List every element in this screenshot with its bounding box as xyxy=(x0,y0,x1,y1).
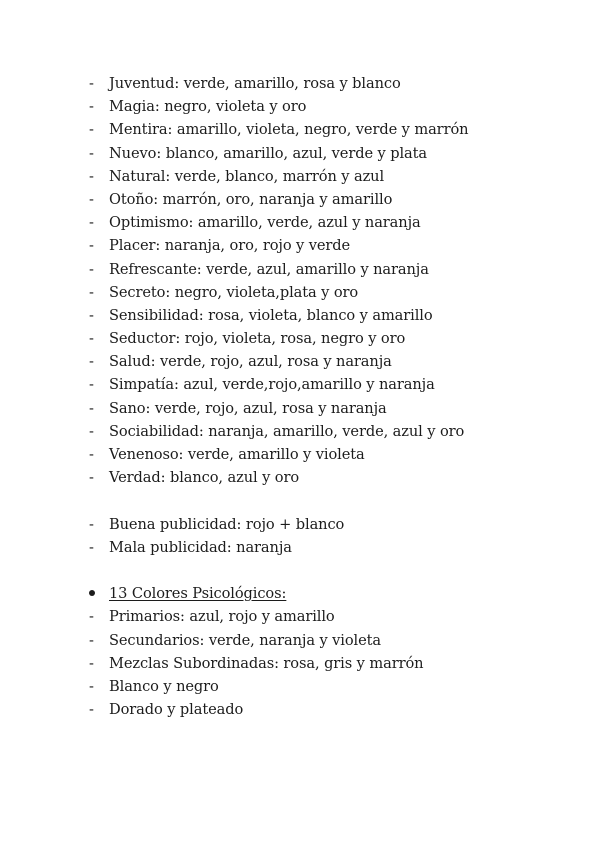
list-item-text: Primarios: azul, rojo y amarillo xyxy=(109,608,335,626)
list-item-text: Secundarios: verde, naranja y violeta xyxy=(109,631,382,649)
list-item-text: Verdad: blanco, azul y oro xyxy=(109,469,300,487)
dash-bullet: - xyxy=(89,422,94,440)
list-item xyxy=(86,234,468,257)
list-item xyxy=(86,466,468,489)
list-item xyxy=(86,165,468,188)
list-item xyxy=(86,118,468,141)
list-item xyxy=(86,327,468,350)
dash-bullet: - xyxy=(89,75,94,92)
list-item-text: Placer: naranja, oro, rojo y verde xyxy=(109,237,351,255)
list-item xyxy=(86,420,468,443)
dash-bullet: - xyxy=(89,515,94,533)
list-item-text: Secreto: negro, violeta,plata y oro xyxy=(109,283,359,301)
list-item xyxy=(86,281,468,304)
dash-bullet: - xyxy=(89,98,94,116)
list-item-text: Nuevo: blanco, amarillo, azul, verde y plata xyxy=(109,144,427,162)
dash-bullet: - xyxy=(89,306,94,324)
list-item-text: Blanco y negro xyxy=(109,677,219,695)
paragraph-gap xyxy=(86,559,468,582)
dash-bullet: - xyxy=(89,677,94,695)
list-item xyxy=(86,629,468,652)
dash-bullet: - xyxy=(89,214,94,232)
list-item-text: Sano: verde, rojo, azul, rosa y naranja xyxy=(109,399,387,417)
paragraph-gap xyxy=(86,489,468,512)
list-item-text: Mezclas Subordinadas: rosa, gris y marrón xyxy=(109,654,424,672)
list-item xyxy=(86,605,468,628)
dash-bullet: - xyxy=(89,701,94,719)
list-item-text: Sociabilidad: naranja, amarillo, verde, azul y oro xyxy=(109,422,465,440)
list-item-text: Sensibilidad: rosa, violeta, blanco y amarillo xyxy=(109,306,433,324)
list-item xyxy=(86,536,468,559)
list-item-text: Seductor: rojo, violeta, rosa, negro y oro xyxy=(109,330,406,348)
list-item xyxy=(86,513,468,536)
list-item-text: Natural: verde, blanco, marrón y azul xyxy=(109,167,385,185)
list-item-text: Magia: negro, violeta y oro xyxy=(109,98,307,116)
list-item xyxy=(86,675,468,698)
list-item xyxy=(86,304,468,327)
dash-bullet: - xyxy=(89,631,94,649)
dash-bullet: - xyxy=(89,190,94,208)
list-item xyxy=(86,350,468,373)
color-meaning-list xyxy=(86,72,468,721)
dash-bullet: - xyxy=(89,538,94,556)
dash-bullet: - xyxy=(89,330,94,348)
bullet-dot-icon xyxy=(86,582,109,605)
list-item xyxy=(86,373,468,396)
list-item xyxy=(86,652,468,675)
list-item-text: Salud: verde, rojo, azul, rosa y naranja xyxy=(109,353,392,371)
list-item xyxy=(86,72,468,95)
list-item xyxy=(86,142,468,165)
list-item xyxy=(86,258,468,281)
list-item-text: Optimismo: amarillo, verde, azul y naranja xyxy=(109,214,421,232)
list-item-text: Simpatía: azul, verde,rojo,amarillo y naranja xyxy=(109,376,435,394)
dash-bullet: - xyxy=(89,283,94,301)
dash-bullet: - xyxy=(89,608,94,626)
dash-bullet: - xyxy=(89,167,94,185)
list-item-text: Refrescante: verde, azul, amarillo y naranja xyxy=(109,260,429,278)
dash-bullet: - xyxy=(89,144,94,162)
dash-bullet: - xyxy=(89,654,94,672)
list-item xyxy=(86,95,468,118)
dash-bullet: - xyxy=(89,260,94,278)
list-item-text: Venenoso: verde, amarillo y violeta xyxy=(109,446,365,463)
list-item-text: Juventud: verde, amarillo, rosa y blanco xyxy=(109,75,401,92)
list-item xyxy=(86,698,468,721)
list-item-text: Mala publicidad: naranja xyxy=(109,538,292,556)
list-item-text: Mentira: amarillo, violeta, negro, verde y marrón xyxy=(109,121,469,139)
section-heading-item xyxy=(86,582,468,605)
dash-bullet: - xyxy=(89,446,94,463)
list-item-text: Dorado y plateado xyxy=(109,701,244,719)
list-item-text: Otoño: marrón, oro, naranja y amarillo xyxy=(109,190,393,208)
dash-bullet: - xyxy=(89,353,94,371)
dash-bullet: - xyxy=(89,469,94,487)
list-item-text: Buena publicidad: rojo + blanco xyxy=(109,515,345,533)
dash-bullet: - xyxy=(89,376,94,394)
section-heading: 13 Colores Psicológicos: xyxy=(109,585,287,603)
dash-bullet: - xyxy=(89,121,94,139)
list-item xyxy=(86,188,468,211)
dash-bullet: - xyxy=(89,399,94,417)
list-item xyxy=(86,211,468,234)
list-item xyxy=(86,443,468,466)
list-item xyxy=(86,397,468,420)
dash-bullet: - xyxy=(89,237,94,255)
